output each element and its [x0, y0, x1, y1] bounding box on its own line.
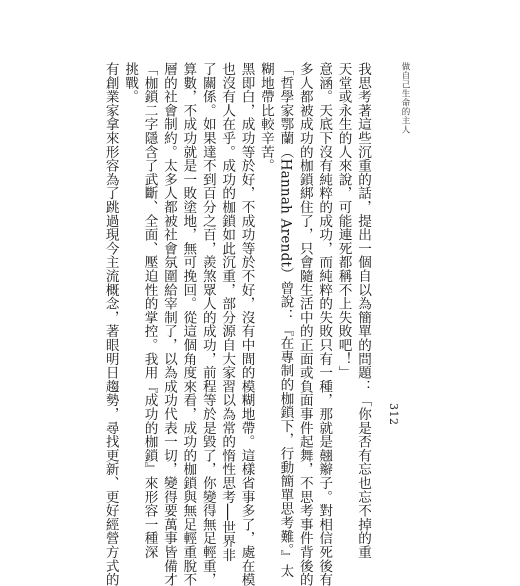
- text-column: 也沒有人在乎。成功的枷鎖如此沉重，部分源自大家習以為常的惰性思考──世界非: [219, 62, 236, 562]
- text-column: 天堂或永生的人來說，可能連死都稱不上失敗吧！」: [335, 62, 352, 380]
- text-column: 意涵。天底下沒有純粹的成功，而純粹的失敗只有一種，那就是翹辮子。對相信死後有: [316, 62, 333, 586]
- page-number: 312: [387, 403, 400, 426]
- text-column: 挑戰。: [122, 62, 139, 104]
- text-column: 了關係。如果達不到百分之百，羨煞眾人的成功，前程等於是毀了，你變得無足輕重，: [199, 62, 216, 586]
- text-column: 算數，不成功就是一敗塗地，無可挽回。從這個角度來看，成功的枷鎖與無足輕重脫不: [180, 62, 197, 586]
- text-column: 多人都被成功的枷鎖綁住了，只會隨生活中的正面或負面事件起舞，不思考事件背後的: [296, 62, 313, 586]
- running-head: 做自己生命的主人: [400, 62, 410, 134]
- text-column: 層的社會制約。太多人都被社會氛圍給宰制了，以為成功代表一切，變得要萬事皆備才: [160, 62, 177, 586]
- text-column: 我思考著這些沉重的話，提出一個自以為簡單的問題：「你是否有忘也忘不掉的重: [355, 62, 371, 559]
- text-column: 有創業家拿來形容為了跳過現今主流概念，著眼明日趨勢，尋找更新、更好經營方式的: [102, 62, 119, 586]
- text-column: 「哲學家鄂蘭（Hannah Arendt）曾說：『在專制的枷鎖下，行動簡單思考難。』太: [277, 62, 294, 578]
- text-column: 「枷鎖二字隱含了武斷、全面、壓迫性的掌控。我用『成功的枷鎖』來形容一種深: [141, 62, 158, 559]
- text-column: 黑即白，成功等於好，不成功等於不好，沒有中間的模糊地帶。這樣省事多了，處在模: [238, 62, 255, 586]
- body-text: [100, 62, 372, 586]
- text-column: 糊地帶比較辛苦。: [257, 62, 274, 173]
